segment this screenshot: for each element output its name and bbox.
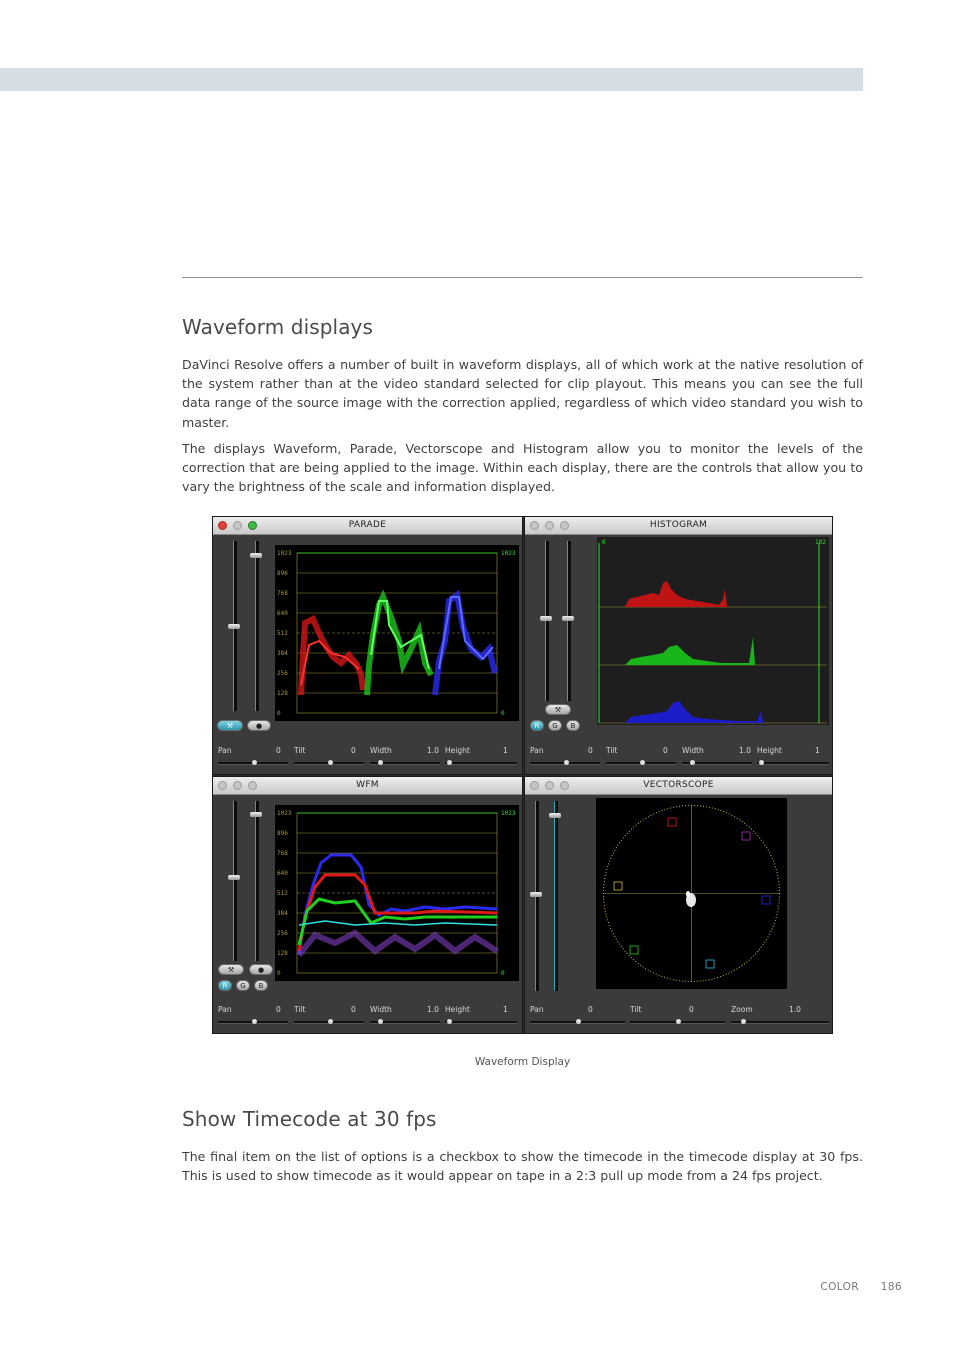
paragraph-show-timecode: The final item on the list of options is a checkbox to show the timecode in the timecode display at 30 fps. This is used to show timecode as it would appear on tape in a 2:3 pull up mode from a 24 fps project. (182, 1149, 863, 1184)
histogram-max-label: 102 (815, 539, 826, 546)
scale-label: 896 (277, 830, 288, 837)
width-slider[interactable] (370, 762, 440, 765)
paragraph-waveform-intro: DaVinci Resolve offers a number of built in waveform displays, all of which work at the native resolution of the system rather than at the video standard selected for clip playout. This means you can see the full data range of the source image with the correction applied, regardless of which video standard you wish to master. (182, 357, 863, 430)
heading-show-timecode: Show Timecode at 30 fps (182, 1107, 437, 1131)
histogram-trace (597, 537, 829, 725)
tilt-label: Tilt (606, 746, 618, 755)
height-value: 1 (503, 746, 508, 755)
vectorscope-scale-knob[interactable] (549, 813, 561, 818)
parade-scope (275, 545, 519, 721)
parade-panel (212, 516, 523, 775)
tilt-value: 0 (663, 746, 668, 755)
pan-value: 0 (276, 746, 281, 755)
scale-label: 768 (277, 590, 288, 597)
tilt-label: Tilt (294, 746, 306, 755)
scale-label: 1023 (277, 550, 292, 557)
zoom-value: 1.0 (789, 1005, 801, 1014)
histogram-brightness-knob[interactable] (540, 616, 552, 621)
histogram-panel (524, 516, 833, 775)
wfm-brightness-slider[interactable] (233, 801, 237, 961)
scale-max-label: 1023 (501, 810, 516, 817)
page-number: 186 (880, 1281, 902, 1293)
vectorscope-scope (596, 798, 787, 989)
height-slider[interactable] (757, 762, 829, 765)
wfm-tools-button[interactable]: ⚒ (218, 964, 244, 975)
width-value: 1.0 (427, 746, 439, 755)
height-slider[interactable] (445, 1021, 517, 1024)
scale-label: 0 (277, 970, 281, 977)
histogram-titlebar (525, 517, 832, 535)
scale-label: 256 (277, 930, 288, 937)
pan-slider[interactable] (218, 1021, 288, 1024)
paragraph-waveform-displays: The displays Waveform, Parade, Vectorscope and Histogram allow you to monitor the levels of the correction that are being applied to the image. Within each display, there are the controls that allow you to vary the brightness of the scale and information displayed. (182, 441, 863, 495)
scale-label: 640 (277, 610, 288, 617)
heading-waveform-displays: Waveform displays (182, 315, 374, 339)
histogram-title: HISTOGRAM (649, 520, 708, 530)
pan-value: 0 (588, 746, 593, 755)
pan-slider[interactable] (530, 1021, 625, 1024)
wfm-panel (212, 776, 523, 1034)
scale-label: 640 (277, 870, 288, 877)
pan-slider[interactable] (218, 762, 288, 765)
wfm-g-button[interactable]: G (236, 980, 250, 991)
section-divider (182, 277, 863, 278)
histogram-b-button[interactable]: B (566, 720, 580, 731)
wfm-titlebar (213, 777, 522, 795)
scale-max-label: 1023 (501, 550, 516, 557)
footer-section: COLOR (820, 1281, 859, 1293)
parade-trace (275, 545, 519, 721)
wfm-brightness-knob[interactable] (228, 875, 240, 880)
parade-title: PARADE (348, 520, 387, 530)
width-label: Width (682, 746, 704, 755)
scale-label: 384 (277, 910, 288, 917)
wfm-scale-slider[interactable] (255, 801, 259, 961)
tilt-slider[interactable] (630, 1021, 725, 1024)
height-slider[interactable] (445, 762, 517, 765)
tilt-value: 0 (351, 746, 356, 755)
vectorscope-panel (524, 776, 833, 1034)
histogram-tools-button[interactable]: ⚒ (545, 704, 571, 715)
wfm-r-button[interactable]: R (218, 980, 232, 991)
vectorscope-trace (596, 798, 787, 989)
scale-label: 1023 (277, 810, 292, 817)
scale-label: 512 (277, 890, 288, 897)
pan-label: Pan (530, 746, 544, 755)
height-label: Height (445, 1005, 470, 1014)
histogram-scale-slider[interactable] (567, 541, 571, 701)
vectorscope-title: VECTORSCOPE (643, 780, 714, 790)
figure-caption: Waveform Display (474, 1056, 571, 1068)
wfm-scope (275, 805, 519, 981)
histogram-g-button[interactable]: G (548, 720, 562, 731)
zoom-slider[interactable] (731, 1021, 829, 1024)
histogram-scale-knob[interactable] (562, 616, 574, 621)
parade-scale-knob[interactable] (250, 553, 262, 558)
wfm-color-button[interactable]: ● (249, 964, 273, 975)
pan-label: Pan (218, 746, 232, 755)
header-band (0, 68, 863, 91)
zoom-label: Zoom (731, 1005, 753, 1014)
waveform-figure (212, 516, 833, 1034)
height-label: Height (445, 746, 470, 755)
wfm-scale-knob[interactable] (250, 812, 262, 817)
scale-label: 384 (277, 650, 288, 657)
histogram-scope (597, 537, 829, 725)
tilt-value: 0 (351, 1005, 356, 1014)
tilt-slider[interactable] (294, 762, 364, 765)
scale-label: 0 (277, 710, 281, 717)
parade-tools-button[interactable]: ⚒ (217, 720, 243, 731)
vectorscope-scale-slider[interactable] (554, 801, 558, 991)
width-label: Width (370, 746, 392, 755)
histogram-brightness-slider[interactable] (545, 541, 549, 701)
width-slider[interactable] (370, 1021, 440, 1024)
scale-label: 768 (277, 850, 288, 857)
parade-color-button[interactable]: ● (247, 720, 271, 731)
width-label: Width (370, 1005, 392, 1014)
width-slider[interactable] (682, 762, 752, 765)
scale-label: 128 (277, 690, 288, 697)
wfm-title: WFM (356, 780, 379, 790)
vectorscope-brightness-knob[interactable] (530, 892, 542, 897)
parade-brightness-knob[interactable] (228, 624, 240, 629)
parade-titlebar (213, 517, 522, 535)
scale-min-label: 0 (501, 710, 505, 717)
pan-label: Pan (218, 1005, 232, 1014)
scale-label: 512 (277, 630, 288, 637)
height-value: 1 (503, 1005, 508, 1014)
wfm-b-button[interactable]: B (254, 980, 268, 991)
histogram-min-label: 0 (602, 539, 606, 546)
scale-label: 256 (277, 670, 288, 677)
tilt-label: Tilt (294, 1005, 306, 1014)
tilt-value: 0 (689, 1005, 694, 1014)
pan-value: 0 (588, 1005, 593, 1014)
scale-label: 896 (277, 570, 288, 577)
vectorscope-titlebar (525, 777, 832, 795)
pan-label: Pan (530, 1005, 544, 1014)
histogram-r-button[interactable]: R (530, 720, 544, 731)
page-footer (820, 1281, 902, 1293)
width-value: 1.0 (427, 1005, 439, 1014)
width-value: 1.0 (739, 746, 751, 755)
height-value: 1 (815, 746, 820, 755)
scale-min-label: 0 (501, 970, 505, 977)
height-label: Height (757, 746, 782, 755)
tilt-label: Tilt (630, 1005, 642, 1014)
scale-label: 128 (277, 950, 288, 957)
tilt-slider[interactable] (294, 1021, 364, 1024)
tilt-slider[interactable] (606, 762, 676, 765)
wfm-trace (275, 805, 519, 981)
parade-scale-slider[interactable] (255, 541, 259, 711)
pan-value: 0 (276, 1005, 281, 1014)
pan-slider[interactable] (530, 762, 600, 765)
